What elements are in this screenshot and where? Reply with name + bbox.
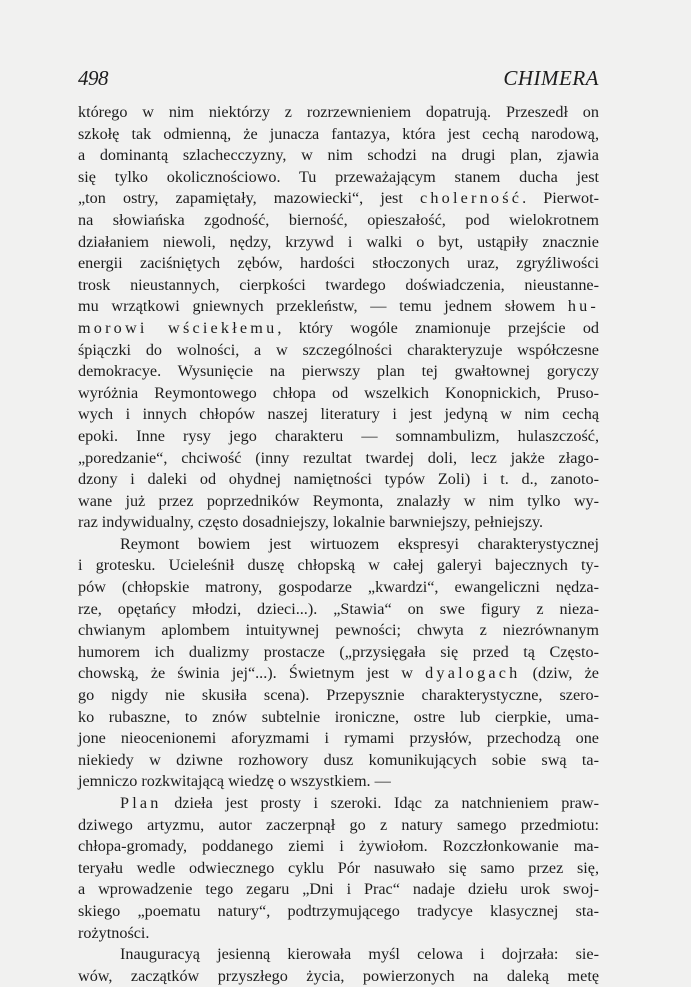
text-line: chowską, że świnia jej“...). Świetnym jest w dyalogach (dziw, że xyxy=(78,664,599,683)
text-line: „ton ostry, zapamiętały, mazowiecki“, jest cholerność. Pierwot- xyxy=(78,189,600,208)
text-line: ko rubaszne, to znów subtelnie ironiczne, ostre lub cierpkie, uma- xyxy=(78,707,599,726)
text-line: morowi wściekłemu, który wogóle znamionuje przejście od xyxy=(78,318,600,337)
text-line: szkołę tak odmienną, że junacza fantazya, która jest cechą narodową, xyxy=(78,124,599,143)
spaced-emphasis: Plan xyxy=(120,794,162,812)
text-line: Inauguracyą jesienną kierowała myśl celowa i dojrzała: sie- xyxy=(120,945,599,964)
page-header xyxy=(78,66,599,96)
text-line: się tylko okolicznościowo. Tu przeważającym stanem ducha jest xyxy=(78,167,599,186)
running-title: CHIMERA xyxy=(503,66,599,90)
text-line: a wprowadzenie tego zegaru „Dni i Prac“ nadaje dziełu urok swoj- xyxy=(78,880,599,899)
paragraph xyxy=(78,944,599,987)
body-text xyxy=(78,102,599,987)
text-line: demokracye. Wysunięcie na pierwszy plan tej gwałtownej goryczy xyxy=(78,362,599,381)
text-line: „poredzanie“, chciwość (inny rezultat twardej doli, lecz jakże złago- xyxy=(78,448,599,467)
text-line: trosk nieustannych, cierpkości twardego doświadczenia, nieustanne- xyxy=(78,275,599,294)
text-line: którego w nim niektórzy z rozrzewnieniem dopatrują. Przeszedł on xyxy=(78,103,599,121)
text-line: wane już przez poprzedników Reymonta, znalazły w nim tylko wy- xyxy=(78,491,599,510)
text-line: działaniem niewoli, nędzy, krzywd i walki o byt, ustąpiły znacznie xyxy=(78,232,599,251)
text-line: na słowiańska zgodność, bierność, opieszałość, pod wielokrotnem xyxy=(78,210,599,229)
text-line: raz indywidualny, często dosadniejszy, lokalnie barwniejszy, pełniejszy. xyxy=(78,513,544,532)
text-line: wów, zaczątków przyszłego życia, powierzonych na daleką metę xyxy=(78,966,599,985)
text-line: epoki. Inne rysy jego charakteru — somnambulizm, hulaszczość, xyxy=(78,426,599,445)
text-line: Plan dzieła jest prosty i szeroki. Idąc za natchnieniem praw- xyxy=(120,794,599,812)
text-line: śpiączki do wolności, a w szczególności charakteryzuje współczesne xyxy=(78,340,599,359)
text-line: chwianym aplombem intuitywnej pewności; chwyta z niezrównanym xyxy=(78,621,599,640)
text-line: chłopa-gromady, poddanego ziemi i żywiołom. Rozczłonkowanie ma- xyxy=(78,837,599,856)
text-line: i grotesku. Ucieleśnił duszę chłopską w całej galeryi bajecznych ty- xyxy=(78,556,599,575)
text-line: energii zaciśniętych zębów, hardości stłoczonych uraz, zgryźliwości xyxy=(78,254,599,273)
text-line: rze, opętańcy młodzi, dzieci...). „Stawia“ on swe figury z nieza- xyxy=(78,599,599,618)
text-line: jone nieocenionemi aforyzmami i rymami przysłów, przechodzą one xyxy=(78,729,599,748)
spaced-emphasis: hu- xyxy=(567,297,599,316)
text-line: jemniczo rozkwitającą wiedzę o wszystkiem. — xyxy=(78,772,391,791)
text-line: dzony i daleki od ohydnej namiętności typów Zoli) i t. d., zanoto- xyxy=(78,470,599,489)
text-line: dziwego artyzmu, autor zaczerpnął go z natury samego przedmiotu: xyxy=(78,815,599,834)
text-line: rożytności. xyxy=(78,923,150,942)
spaced-emphasis: morowi wściekłemu xyxy=(78,318,278,337)
text-line: pów (chłopskie matrony, gospodarze „kwardzi“, ewangeliczni nędza- xyxy=(78,578,599,597)
text-line: wyróżnia Reymontowego chłopa od wszelkich Konopnickich, Pruso- xyxy=(78,383,599,402)
spaced-emphasis: cholerność xyxy=(419,189,523,208)
paragraph xyxy=(78,793,599,944)
paragraph xyxy=(78,102,599,534)
text-line: humorem ich dualizmy prostacze („przysięgała się przed tą Często- xyxy=(78,642,599,661)
text-line: go nigdy nie skusiła scena). Przepysznie charakterystyczne, szero- xyxy=(78,686,599,705)
text-line: wych i innych chłopów naszej literatury i jest jedyną w nim cechą xyxy=(78,405,599,424)
paragraph xyxy=(78,534,599,793)
page-number: 498 xyxy=(78,66,108,90)
text-line: Reymont bowiem jest wirtuozem ekspresyi charakterystycznej xyxy=(120,534,599,553)
text-line: skiego „poematu natury“, podtrzymującego tradycye klasycznej sta- xyxy=(78,901,599,920)
spaced-emphasis: dyalogach xyxy=(425,664,521,683)
text-line: teryału wedle odwiecznego cyklu Pór nasuwało się samo przez się, xyxy=(78,858,599,877)
text-line: a dominantą szlachecczyzny, w nim schodzi na drugi plan, zjawia xyxy=(78,146,599,165)
text-line: niekiedy w dziwne rozhowory dusz komunikujących sobie swą ta- xyxy=(78,750,599,769)
text-line: mu wrzątkowi gniewnych przekleństw, — temu jednem słowem hu- xyxy=(78,297,599,316)
